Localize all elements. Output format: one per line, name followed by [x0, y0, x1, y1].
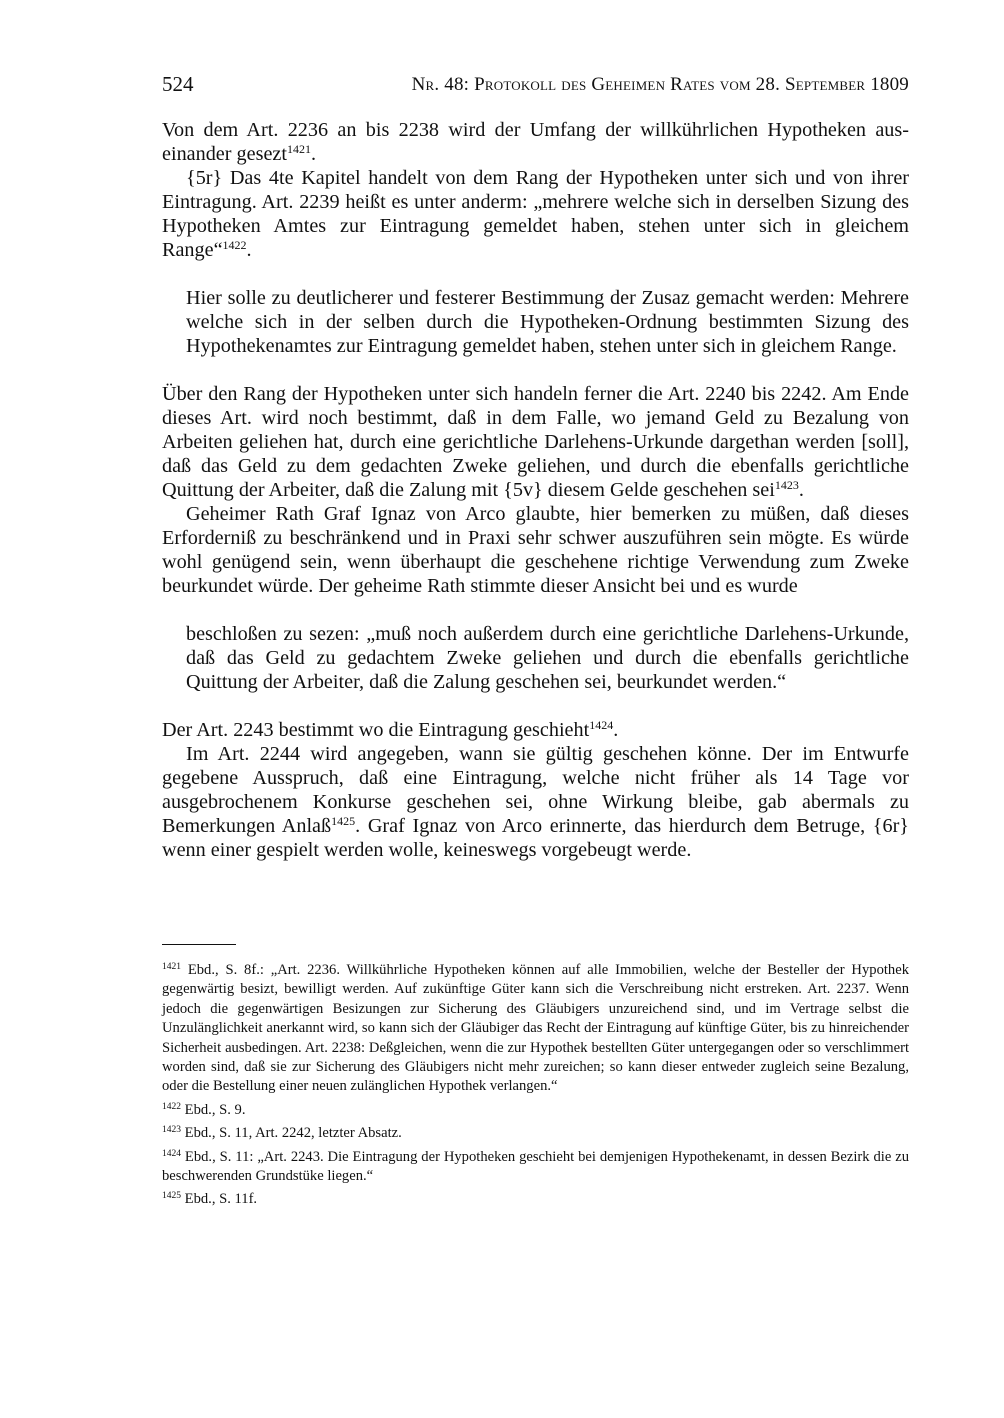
footnote-ref-1423[interactable]: 1423: [774, 478, 799, 492]
footnote-1422: $^{1422}$ Ebd., S. 9.: [162, 1101, 246, 1118]
main-text: [162, 118, 909, 862]
block-quote-1: Hier solle zu deutlicherer und festerer Bestimmung der Zusaz gemacht werden: Mehrere welche sich in der selben durch die Hypotheken-Ordnung bestimmten Sizung des Hypothekenamtes zur Eintragung gemeldet haben, stehen unter sich in gleichem Range.: [186, 287, 909, 357]
footnote-separator: [162, 944, 236, 945]
paragraph-5: Der Art. 2243 bestimmt wo die Eintragung geschieht$^{1424}$.: [162, 718, 619, 741]
paragraph-6: Im Art. 2244 wird angegeben, wann sie gültig geschehen könne. Der im Entwurfe gegebene Ausspruch, daß eine Eintragung, welche nicht früher als 14 Tage vor ausgebrochenem Konkurse geschehen sei, ohne Wirkung bleibe, gab abermals zu Bemerkungen Anlaß$^{1425}$. Graf Ignaz von Arco erinnerte, das hierdurch dem Betruge, {6r} wenn einer gespielt werden wolle, keineswegs vorgebeugt werde.: [162, 743, 909, 861]
footnote-1425: $^{1425}$ Ebd., S. 11f.: [162, 1191, 258, 1208]
block-quote-2: beschloßen zu sezen: „muß noch außerdem durch eine gerichtliche Darlehens-Urkunde, daß das Geld zu gedachtem Zweke geliehen und durch die ebenfalls gerichtliche Quittung der Arbeiter, daß die Zalung geschehen sei, beurkundet werden.“: [186, 623, 909, 693]
paragraph-2: {5r} Das 4te Kapitel handelt von dem Rang der Hypotheken unter sich und von ihrer Eintragung. Art. 2239 heißt es unter anderm: „mehrere welche sich in derselben Sizung des Hypotheken Amtes zur Eintragung gemeldet haben, stehen unter sich in gleichem Range“$^{1422}$.: [162, 167, 909, 261]
footnote-1423: $^{1423}$ Ebd., S. 11, Art. 2242, letzter Absatz.: [162, 1125, 402, 1142]
running-title: Nr. 48: Protokoll des Geheimen Rates vom 28. September 1809: [411, 74, 909, 95]
footnote-ref-1422[interactable]: 1422: [222, 238, 247, 252]
footnote-ref-1421[interactable]: 1421: [286, 142, 311, 156]
paragraph-4: Geheimer Rath Graf Ignaz von Arco glaubte, hier bemerken zu müßen, daß dieses Erforderniß zu beschränkend und in Praxi sehr schwer auszuführen sein mögte. Es würde wohl genügend sein, wenn überhaupt die geschehene richtige Verwendung zum Zweke beurkundet würde. Der geheime Rath stimmte dieser Ansicht bei und es wurde: [162, 503, 909, 597]
paragraph-1: Von dem Art. 2236 an bis 2238 wird der Umfang der willkührlichen Hypotheken auseinander gesezt$^{1421}$.: [162, 119, 909, 165]
paragraph-3: Über den Rang der Hypotheken unter sich handeln ferner die Art. 2240 bis 2242. Am Ende dieses Art. wird noch bestimmt, daß in dem Falle, wo jemand Geld zu Bezalung von Arbeiten geliehen hat, durch eine gerichtliche Darlehens-Urkunde dargethan werden [soll], daß das Geld zu dem gedachten Zweke geliehen, und durch die ebenfalls gerichtliche Quittung der Arbeiter, daß die Zalung mit {5v} diesem Gelde geschehen sei$^{1423}$.: [162, 383, 909, 501]
footnote-1424: $^{1424}$ Ebd., S. 11: „Art. 2243. Die Eintragung der Hypotheken geschieht bei demjenigen Hypothekenamt, in dessen Bezirk die zu beschwerenden Grundstüke liegen.“: [162, 1148, 910, 1185]
footnote-ref-1425[interactable]: 1425: [331, 814, 356, 828]
footnote-ref-1424[interactable]: 1424: [589, 718, 614, 732]
footnotes: [162, 961, 909, 1214]
page-number: 524: [162, 72, 194, 96]
running-header: [162, 72, 909, 102]
footnote-1421: $^{1421}$ Ebd., S. 8f.: „Art. 2236. Willkührliche Hypotheken können auf alle Immobilien, welche der Besteller der Hypothek gegenwärtig besizt, bewilligt werden. Auf zukünftige Güter kann sich die Verschreibung nicht erstreken. Art. 2237. Wenn jedoch die gegenwärtigen Besizungen zur Sicherung des Gläubigers unzureichend sind, und im Vertrage selbst die Unzulänglichkeit anerkannt wird, so kann sich der Gläubiger das Recht der Eintragung auf künftige Güter, bis zu hinreichender Sicherheit ausbedingen. Art. 2238: Deßgleichen, wenn die zur Hypothek bestellten Güter untergegangen oder so verschlimmert worden sind, daß sie zur Sicherung des Gläubigers nicht mehr zureichen; so kann dieser entweder zugleich seine Bezalung, oder die Bestellung einer neuen zulänglichen Hypothek verlangen.“: [162, 962, 909, 1095]
